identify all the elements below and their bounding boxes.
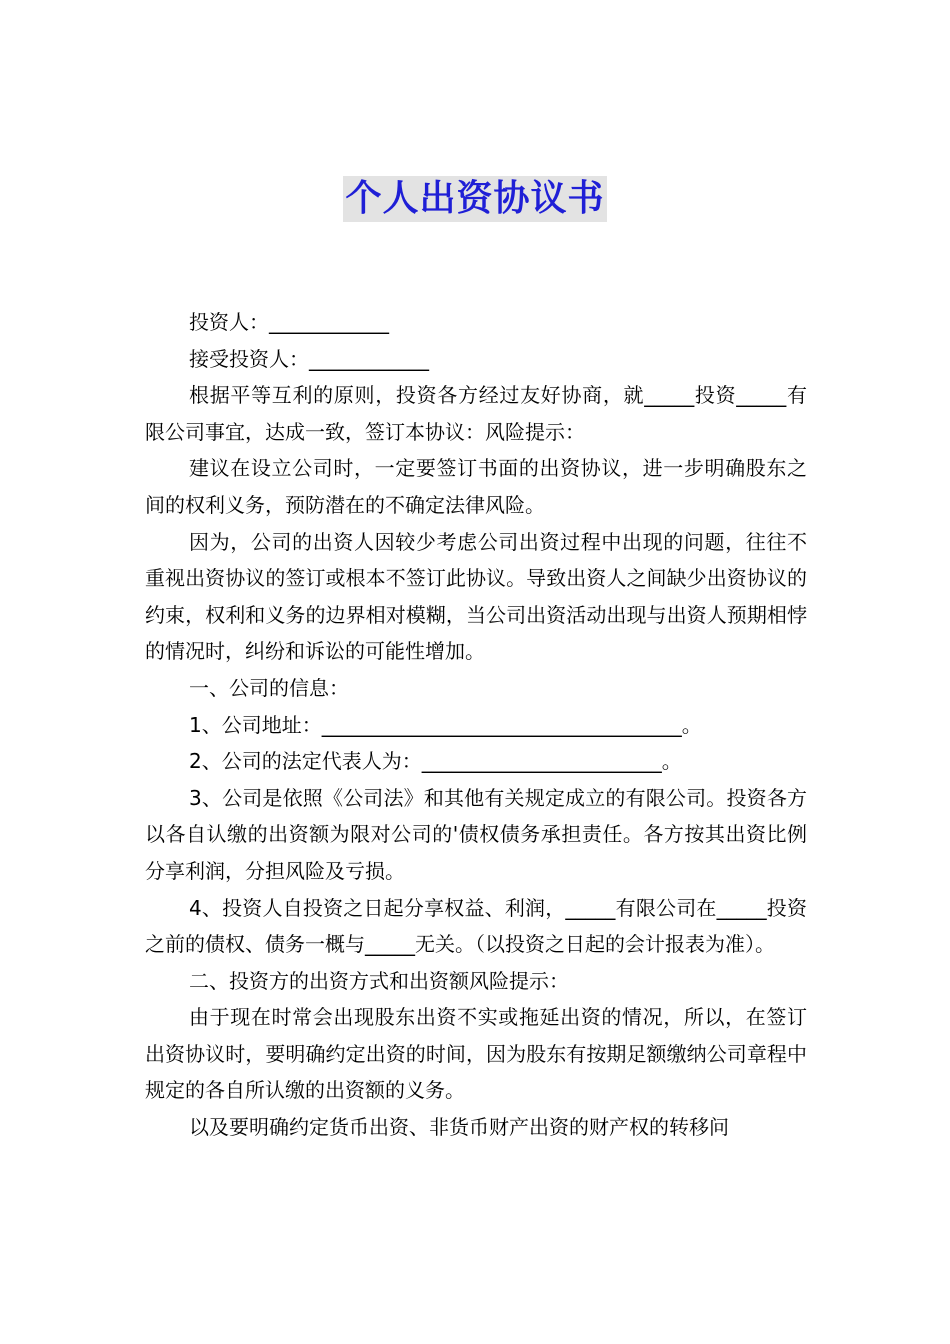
section-heading-investment: 二、投资方的出资方式和出资额风险提示： <box>189 968 569 993</box>
investor-line: 投资人：____________ <box>189 310 389 334</box>
investment-risk-paragraph: 由于现在时常会出现股东出资不实或拖延出资的情况，所以，在签订出资协议时，要明确约定出资的时间，因为股东有按期足额缴纳公司章程中规定的各自所认缴的出资额的义务。 <box>145 1005 807 1103</box>
section-heading-company-info: 一、公司的信息： <box>189 675 349 700</box>
preamble-paragraph: 根据平等互利的原则，投资各方经过友好协商，就_____投资_____有限公司事宜，达成一致，签订本协议：风险提示： <box>145 383 807 444</box>
clause-4-paragraph: 4、投资人自投资之日起分享权益、利润，_____有限公司在_____投资之前的债权、债务一概与_____无关。（以投资之日起的会计报表为准）。 <box>145 895 807 957</box>
recipient-line: 接受投资人：____________ <box>189 346 429 371</box>
risk-advice-paragraph: 建议在设立公司时，一定要签订书面的出资协议，进一步明确股东之间的权利义务，预防潜在的不确定法律风险。 <box>145 456 807 517</box>
legal-representative-line: 2、公司的法定代表人为：________________________。 <box>189 749 682 774</box>
document-title: 个人出资协议书 <box>343 176 606 222</box>
property-transfer-paragraph: 以及要明确约定货币出资、非货币财产出资的财产权的转移问 <box>189 1115 729 1140</box>
company-address-line: 1、公司地址：____________________________________。 <box>189 712 702 737</box>
title-container <box>0 176 950 222</box>
clause-3-paragraph: 3、公司是依照《公司法》和其他有关规定成立的有限公司。投资各方以各自认缴的出资额为限对公司的'债权债务承担责任。各方按其出资比例分享利润，分担风险及亏损。 <box>145 785 807 883</box>
document-body <box>145 304 807 1146</box>
reason-paragraph: 因为，公司的出资人因较少考虑公司出资过程中出现的问题，往往不重视出资协议的签订或根本不签订此协议。导致出资人之间缺少出资协议的约束，权利和义务的边界相对模糊，当公司出资活动出现与出资人预期相悖的情况时，纠纷和诉讼的可能性增加。 <box>145 529 807 664</box>
